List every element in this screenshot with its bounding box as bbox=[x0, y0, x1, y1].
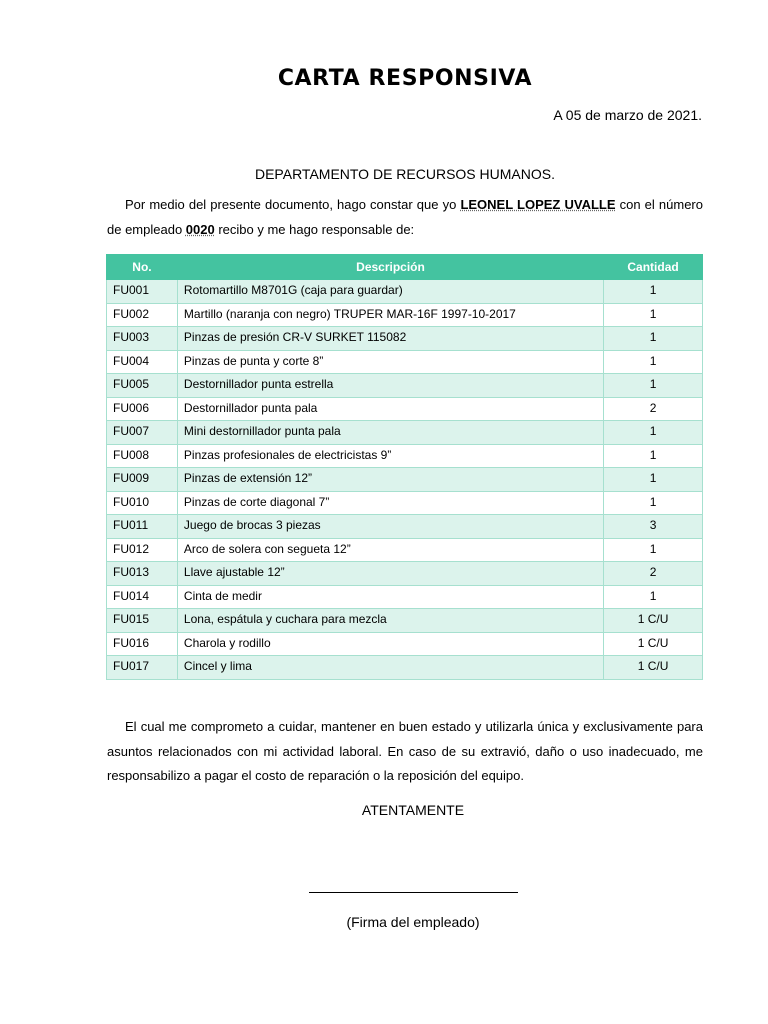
cell-cantidad: 2 bbox=[604, 562, 703, 586]
cell-descripcion: Pinzas profesionales de electricistas 9” bbox=[177, 444, 603, 468]
header-cantidad: Cantidad bbox=[604, 255, 703, 280]
cell-no: FU007 bbox=[107, 421, 178, 445]
cell-descripcion: Lona, espátula y cuchara para mezcla bbox=[177, 609, 603, 633]
cell-descripcion: Martillo (naranja con negro) TRUPER MAR-16F 1997-10-2017 bbox=[177, 303, 603, 327]
table-row bbox=[107, 374, 703, 398]
cell-no: FU013 bbox=[107, 562, 178, 586]
cell-no: FU011 bbox=[107, 515, 178, 539]
table-row bbox=[107, 280, 703, 304]
cell-no: FU009 bbox=[107, 468, 178, 492]
signature-label: (Firma del empleado) bbox=[346, 914, 480, 930]
cell-no: FU006 bbox=[107, 397, 178, 421]
cell-cantidad: 1 bbox=[604, 538, 703, 562]
cell-descripcion: Pinzas de punta y corte 8” bbox=[177, 350, 603, 374]
cell-cantidad: 1 bbox=[604, 374, 703, 398]
cell-cantidad: 1 bbox=[604, 491, 703, 515]
cell-cantidad: 1 bbox=[604, 280, 703, 304]
cell-no: FU005 bbox=[107, 374, 178, 398]
cell-no: FU002 bbox=[107, 303, 178, 327]
document-date: A 05 de marzo de 2021. bbox=[553, 107, 702, 123]
cell-cantidad: 1 bbox=[604, 421, 703, 445]
cell-descripcion: Llave ajustable 12” bbox=[177, 562, 603, 586]
cell-descripcion: Juego de brocas 3 piezas bbox=[177, 515, 603, 539]
items-table bbox=[106, 254, 703, 680]
cell-no: FU017 bbox=[107, 656, 178, 680]
table-row bbox=[107, 303, 703, 327]
table-row bbox=[107, 468, 703, 492]
table-row bbox=[107, 350, 703, 374]
cell-cantidad: 1 bbox=[604, 468, 703, 492]
cell-cantidad: 1 C/U bbox=[604, 632, 703, 656]
cell-no: FU010 bbox=[107, 491, 178, 515]
table-row bbox=[107, 515, 703, 539]
closing-text: ATENTAMENTE bbox=[361, 802, 465, 818]
header-descripcion: Descripción bbox=[177, 255, 603, 280]
intro-text-2: con el número de empleado bbox=[107, 197, 703, 237]
cell-cantidad: 1 C/U bbox=[604, 656, 703, 680]
cell-no: FU014 bbox=[107, 585, 178, 609]
table-row bbox=[107, 421, 703, 445]
cell-cantidad: 3 bbox=[604, 515, 703, 539]
commitment-paragraph: El cual me comprometo a cuidar, mantener en buen estado y utilizarla única y exclusivamente para asuntos relacionados con mi actividad laboral. En caso de su extravió, daño o uso inadecuado, me responsabilizo a pagar el costo de reparación o la reposición del equipo. bbox=[107, 719, 703, 783]
cell-cantidad: 1 C/U bbox=[604, 609, 703, 633]
table-row bbox=[107, 491, 703, 515]
header-no: No. bbox=[107, 255, 178, 280]
intro-text-3: recibo y me hago responsable de: bbox=[214, 221, 415, 237]
document-title: CARTA RESPONSIVA bbox=[277, 66, 533, 91]
cell-cantidad: 2 bbox=[604, 397, 703, 421]
department-heading: DEPARTAMENTO DE RECURSOS HUMANOS. bbox=[254, 166, 555, 182]
cell-no: FU008 bbox=[107, 444, 178, 468]
cell-descripcion: Pinzas de presión CR-V SURKET 115082 bbox=[177, 327, 603, 351]
cell-descripcion: Destornillador punta pala bbox=[177, 397, 603, 421]
cell-descripcion: Cinta de medir bbox=[177, 585, 603, 609]
cell-cantidad: 1 bbox=[604, 303, 703, 327]
cell-descripcion: Destornillador punta estrella bbox=[177, 374, 603, 398]
intro-paragraph bbox=[107, 193, 703, 242]
table-row bbox=[107, 562, 703, 586]
table-row bbox=[107, 656, 703, 680]
cell-cantidad: 1 bbox=[604, 444, 703, 468]
table-row bbox=[107, 609, 703, 633]
cell-descripcion: Arco de solera con segueta 12” bbox=[177, 538, 603, 562]
table-row bbox=[107, 632, 703, 656]
intro-text-1: Por medio del presente documento, hago constar que yo bbox=[125, 197, 461, 212]
table-row bbox=[107, 538, 703, 562]
table-row bbox=[107, 397, 703, 421]
cell-no: FU016 bbox=[107, 632, 178, 656]
table-body bbox=[107, 280, 703, 680]
cell-descripcion: Rotomartillo M8701G (caja para guardar) bbox=[177, 280, 603, 304]
employee-name: LEONEL LOPEZ UVALLE bbox=[460, 197, 616, 212]
cell-no: FU012 bbox=[107, 538, 178, 562]
signature-line bbox=[309, 892, 518, 893]
employee-number: 0020 bbox=[185, 221, 215, 237]
table-header-row bbox=[107, 255, 703, 280]
cell-cantidad: 1 bbox=[604, 327, 703, 351]
table-row bbox=[107, 585, 703, 609]
cell-no: FU003 bbox=[107, 327, 178, 351]
table-row bbox=[107, 444, 703, 468]
cell-cantidad: 1 bbox=[604, 585, 703, 609]
cell-no: FU001 bbox=[107, 280, 178, 304]
cell-descripcion: Cincel y lima bbox=[177, 656, 603, 680]
cell-descripcion: Charola y rodillo bbox=[177, 632, 603, 656]
cell-no: FU004 bbox=[107, 350, 178, 374]
cell-descripcion: Pinzas de corte diagonal 7” bbox=[177, 491, 603, 515]
cell-descripcion: Pinzas de extensión 12” bbox=[177, 468, 603, 492]
table-row bbox=[107, 327, 703, 351]
cell-descripcion: Mini destornillador punta pala bbox=[177, 421, 603, 445]
cell-no: FU015 bbox=[107, 609, 178, 633]
cell-cantidad: 1 bbox=[604, 350, 703, 374]
